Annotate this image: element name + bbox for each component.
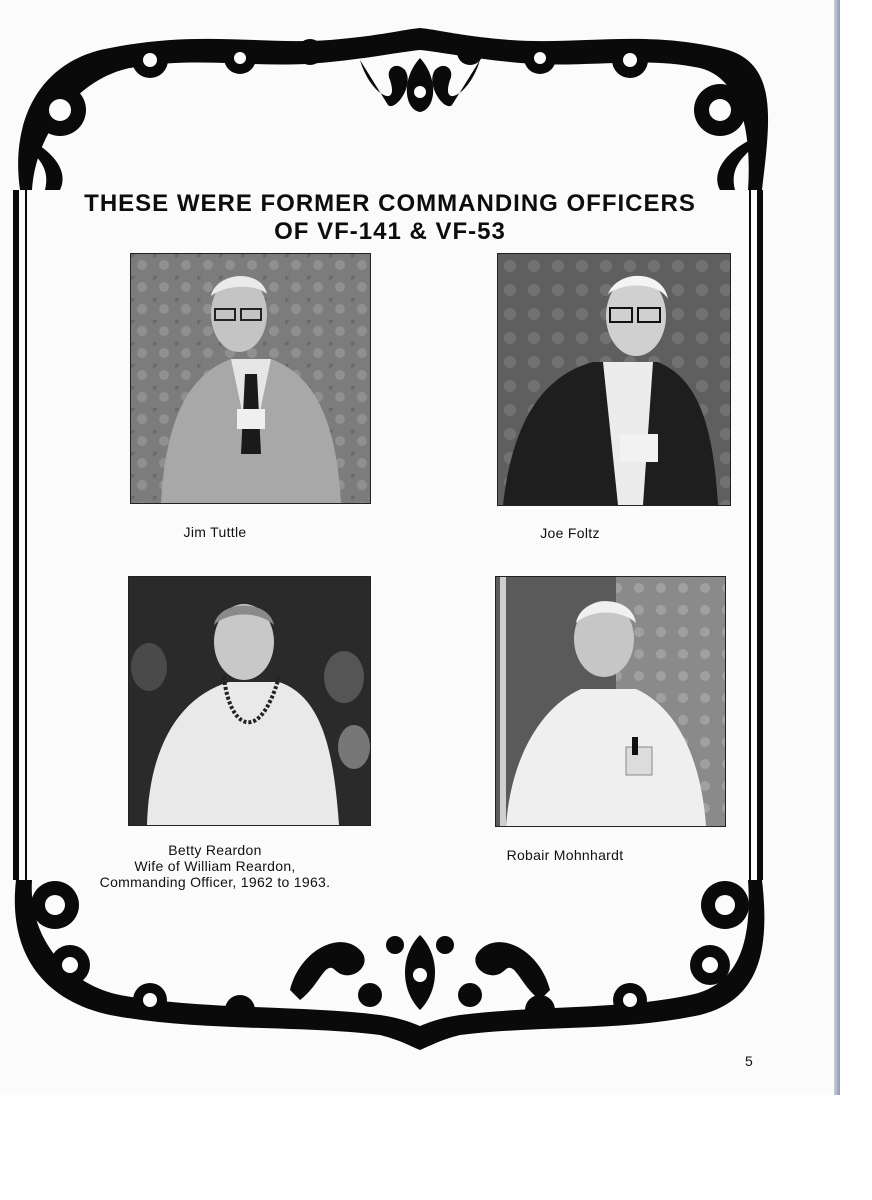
bottom-ornament [15,880,765,1050]
caption-name: Betty Reardon [168,842,262,858]
caption-role: Commanding Officer, 1962 to 1963. [99,874,331,890]
heading-line-1: THESE WERE FORMER COMMANDING OFFICERS [84,190,696,217]
caption-relation: Wife of William Reardon, [134,858,296,874]
photo-jim-tuttle [131,254,370,503]
caption-jim-tuttle: Jim Tuttle [183,524,247,540]
photo-betty-reardon [129,577,370,825]
photo-robair-mohnhardt [496,577,725,826]
photo-joe-foltz [498,254,730,505]
caption-robair-mohnhardt: Robair Mohnhardt [506,847,624,863]
caption-betty-reardon [90,842,340,890]
top-ornament [18,28,768,190]
caption-joe-foltz: Joe Foltz [540,525,600,541]
page-number: 5 [745,1053,753,1069]
heading-line-2: OF VF-141 & VF-53 [274,218,506,245]
scan-background [0,1095,872,1200]
